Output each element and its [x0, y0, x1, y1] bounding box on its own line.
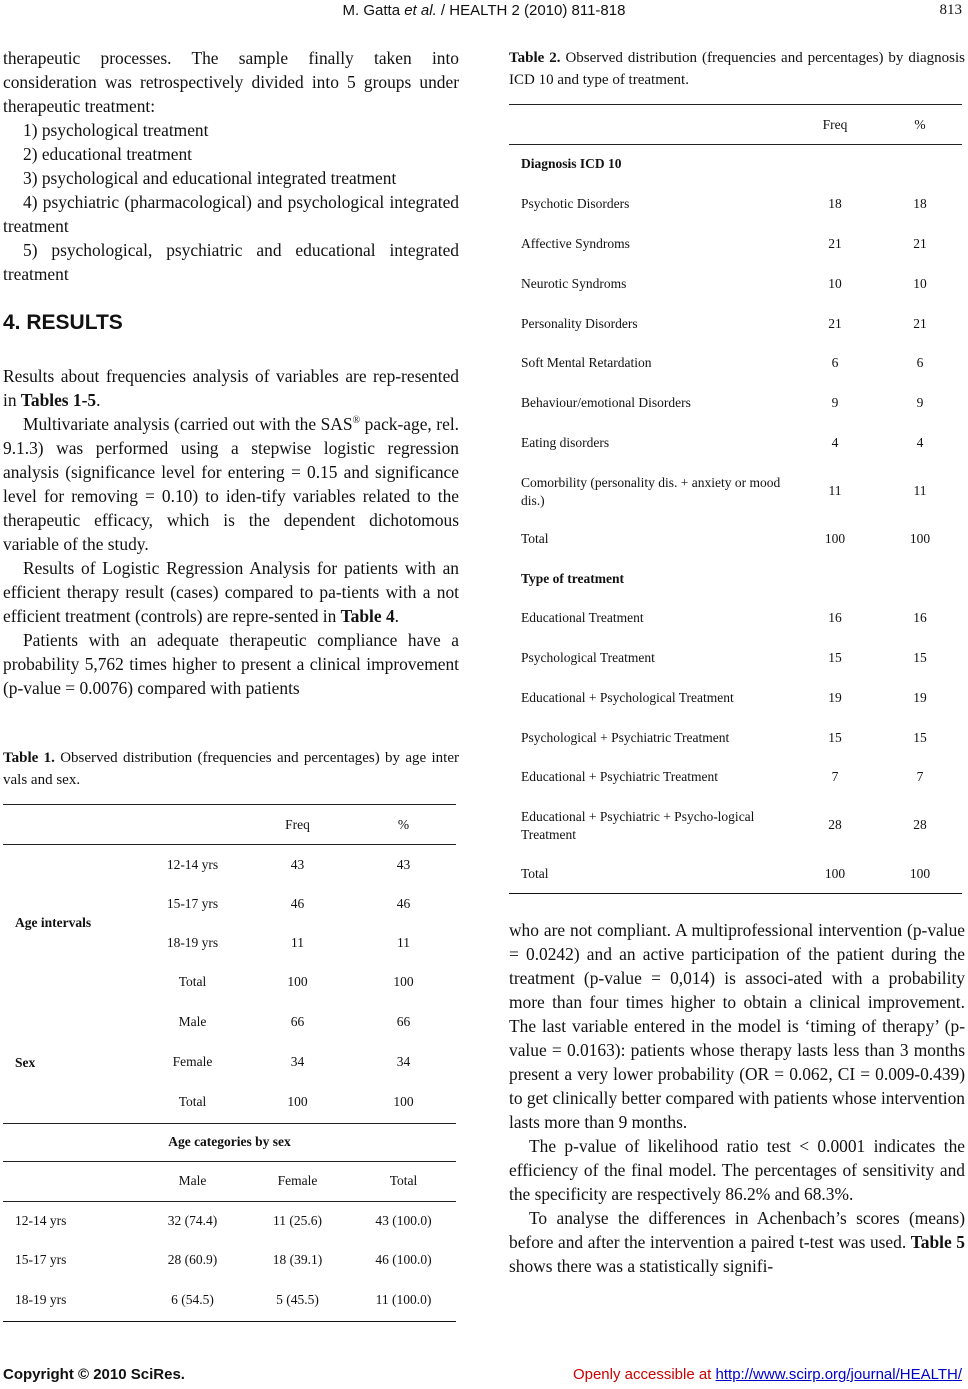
table-cell: 21: [828, 316, 842, 331]
table-row-label: Psychological + Psychiatric Treatment: [521, 730, 730, 745]
group-list: [3, 118, 459, 286]
table-row-label: Total: [178, 1094, 207, 1109]
table2-head-pct: %: [914, 117, 926, 132]
table1-head-pct: %: [397, 817, 410, 832]
table-row-label: Total: [521, 866, 549, 881]
table-row-label: 15-17 yrs: [166, 896, 219, 911]
page-number: 813: [939, 2, 962, 18]
table-cell: 19: [913, 690, 927, 705]
table-cell: 16: [828, 610, 842, 625]
list-item: 2) educational treatment: [23, 144, 192, 164]
table-cell: 43 (100.0): [375, 1213, 432, 1228]
table-cell: 10: [828, 276, 842, 291]
table-cell: 18 (39.1): [272, 1252, 323, 1267]
table-cell: 100: [824, 866, 846, 881]
results-paragraph-4: Patients with an adequate therapeutic compliance have a probability 5,762 times higher to present a clinical improvement (p-value = 0.0076) compared with patients: [3, 630, 459, 698]
table1-bottom-rule: [3, 1321, 456, 1322]
table-cell: 15: [913, 650, 927, 665]
table-cell: 11 (100.0): [375, 1292, 432, 1307]
results-paragraph-3: Results of Logistic Regression Analysis for patients with an efficient therapy result (cases) compared to pa-tients with a not efficient treatment (controls) are repre-sented in Table 4.: [3, 558, 459, 626]
table-cell: 6 (54.5): [171, 1292, 214, 1307]
table-cell: 5 (45.5): [276, 1292, 319, 1307]
list-item: 5) psychological, psychiatric and educational integrated treatment: [3, 240, 459, 284]
footer-access: [573, 1366, 962, 1383]
table1-top-rule: [3, 804, 456, 805]
table-cell: 4: [831, 435, 839, 450]
table-cell: 46 (100.0): [375, 1252, 432, 1267]
table1-sub-head-male: Male: [178, 1173, 207, 1188]
table-row-label: Educational + Psychiatric + Psycho-logical Treatment: [521, 809, 755, 842]
table1-caption: Table 1. Observed distribution (frequencies and percentages) by age inter vals and sex.: [3, 750, 459, 788]
table-cell: 46: [396, 896, 411, 911]
table1-group-age: Age intervals: [15, 915, 92, 930]
table-row-label: Eating disorders: [521, 435, 610, 450]
table-cell: 100: [909, 866, 931, 881]
table-cell: 21: [913, 316, 927, 331]
left-column-top: [3, 46, 459, 286]
table1-sub-rule: [3, 1161, 456, 1162]
table-cell: 16: [913, 610, 927, 625]
table-cell: 66: [290, 1014, 305, 1029]
right-paragraph-2: The p-value of likelihood ratio test < 0.0001 indicates the efficiency of the final model. The percentages of sensitivity and the specificity are respectively 86.2% and 68.3%.: [509, 1136, 965, 1204]
header-etal: et al.: [404, 2, 437, 19]
header-journal: / HEALTH 2 (2010) 811-818: [436, 2, 626, 19]
table-cell: 18: [828, 196, 842, 211]
table-cell: 100: [824, 531, 846, 546]
table-cell: 100: [287, 974, 308, 989]
table-row-label: Personality Disorders: [521, 316, 638, 331]
table1-group-sex: Sex: [15, 1055, 36, 1070]
table2-bottom-rule: [509, 893, 962, 894]
left-column-results: [3, 364, 459, 700]
table1-sub-head-female: Female: [277, 1173, 318, 1188]
table-cell: 32 (74.4): [167, 1213, 218, 1228]
table-cell: 4: [916, 435, 924, 450]
table-row-label: Psychological Treatment: [521, 650, 655, 665]
intro-paragraph: therapeutic processes. The sample finally taken into consideration was retrospectively divided into 5 groups under therapeutic treatment:: [3, 48, 459, 116]
footer-copyright: Copyright © 2010 SciRes.: [3, 1366, 185, 1383]
table-cell: 43: [396, 857, 411, 872]
table-cell: 6: [831, 355, 839, 370]
table-row-label: 12-14 yrs: [166, 857, 219, 872]
table-cell: 66: [396, 1014, 411, 1029]
table-cell: 6: [916, 355, 924, 370]
table-row-label: Comorbility (personality dis. + anxiety or mood dis.): [521, 475, 781, 508]
results-paragraph-1: Results about frequencies analysis of variables are rep-resented in Tables 1-5.: [3, 366, 459, 410]
table-cell: 28: [913, 817, 927, 832]
table-row-label: Affective Syndroms: [521, 236, 630, 251]
running-header: [0, 2, 968, 19]
journal-link[interactable]: http://www.scirp.org/journal/HEALTH/: [715, 1366, 962, 1383]
table-cell: 21: [828, 236, 842, 251]
table1-mid-rule: [3, 1123, 456, 1124]
table-cell: 9: [831, 395, 839, 410]
table-reference[interactable]: Table 5: [910, 1232, 966, 1252]
table-row-label: Behaviour/emotional Disorders: [521, 395, 691, 410]
right-column-text: [509, 918, 965, 1278]
table-cell: 34: [290, 1054, 305, 1069]
table-cell: 10: [913, 276, 927, 291]
table-cell: 11: [291, 935, 304, 950]
table1-head-freq: Freq: [285, 817, 310, 832]
table1-head-rule: [3, 844, 456, 845]
table-row-label: Total: [521, 531, 549, 546]
table2-section-treatment: Type of treatment: [521, 571, 624, 586]
table-row-label: 12-14 yrs: [15, 1213, 67, 1228]
table-cell: 46: [290, 896, 305, 911]
table-cell: 11: [828, 483, 842, 498]
table2-caption: Table 2. Observed distribution (frequencies and percentages) by diagnosis ICD 10 and type of treatment.: [509, 50, 965, 88]
table-cell: 11 (25.6): [273, 1213, 322, 1228]
table-row-label: 18-19 yrs: [15, 1292, 67, 1307]
list-item: 1) psychological treatment: [23, 120, 209, 140]
list-item: 4) psychiatric (pharmacological) and psychological integrated treatment: [3, 192, 459, 236]
table-cell: 100: [287, 1094, 308, 1109]
table2-top-rule: [509, 104, 962, 105]
table-cell: 11: [913, 483, 927, 498]
table2-section-diagnosis: Diagnosis ICD 10: [521, 156, 622, 171]
table-cell: 28 (60.9): [167, 1252, 218, 1267]
table1-sub-head-rule: [3, 1201, 456, 1202]
table-cell: 100: [393, 1094, 414, 1109]
right-paragraph-3: To analyse the differences in Achenbach’s scores (means) before and after the intervention a paired t-test was used. Table 5 shows there was a statistically signifi-: [509, 1208, 966, 1276]
table-row-label: Educational + Psychiatric Treatment: [521, 769, 718, 784]
table-cell: 100: [393, 974, 414, 989]
table-reference[interactable]: Table 4: [340, 606, 395, 626]
section-heading-results: 4. RESULTS: [3, 311, 123, 334]
table-cell: 34: [396, 1054, 411, 1069]
table-cell: 19: [828, 690, 842, 705]
table-cell: 7: [831, 769, 839, 784]
table-row-label: Male: [178, 1014, 207, 1029]
table-cell: 18: [913, 196, 927, 211]
table-row-label: 18-19 yrs: [166, 935, 219, 950]
table-cell: 21: [913, 236, 927, 251]
table-row-label: Total: [178, 974, 207, 989]
table2-head-rule: [509, 144, 962, 145]
table-cell: 15: [828, 650, 842, 665]
table-row-label: 15-17 yrs: [15, 1252, 67, 1267]
header-authors: M. Gatta: [342, 2, 405, 19]
table1-subtitle: Age categories by sex: [168, 1134, 291, 1149]
table-cell: 15: [828, 730, 842, 745]
table-cell: 100: [909, 531, 931, 546]
table-cell: 11: [397, 935, 410, 950]
table-reference[interactable]: Tables 1-5: [20, 390, 97, 410]
table-row-label: Neurotic Syndroms: [521, 276, 627, 291]
table2-head-freq: Freq: [822, 117, 848, 132]
table-cell: 43: [290, 857, 305, 872]
right-paragraph-1: who are not compliant. A multiprofessional intervention (p-value = 0.0242) and an active participation of the patient during the treatment (p-value = 0,014) is associ-ated with a probability more than four times higher to obtain a clinical improvement. The last variable entered in the model is ‘timing of therapy’ (p-value = 0.0163): patients whose therapy lasts less than 3 months present a very lower probability (OR = 0.062, CI = 0.009-0.439) to get clinically better compared with patients whose intervention lasts more than 9 months.: [509, 920, 965, 1132]
table-row-label: Educational Treatment: [521, 610, 644, 625]
table-row-label: Soft Mental Retardation: [521, 355, 652, 370]
table-cell: 7: [916, 769, 924, 784]
footer-access-text: Openly accessible at: [572, 1366, 716, 1383]
results-paragraph-2: Multivariate analysis (carried out with the SAS® pack-age, rel. 9.1.3) was performed using a stepwise logistic regression analysis (significance level for entering = 0.15 and significance level for removing = 0.10) to iden-tify variables related to the therapeutic efficacy, which is the dependent dichotomous variable of the study.: [3, 414, 459, 554]
table-row-label: Female: [172, 1054, 213, 1069]
list-item: 3) psychological and educational integrated treatment: [23, 168, 397, 188]
table-cell: 28: [828, 817, 842, 832]
table-cell: 9: [916, 395, 924, 410]
table-cell: 15: [913, 730, 927, 745]
table-row-label: Educational + Psychological Treatment: [521, 690, 734, 705]
table1-sub-head-total: Total: [389, 1173, 418, 1188]
table-row-label: Psychotic Disorders: [521, 196, 630, 211]
